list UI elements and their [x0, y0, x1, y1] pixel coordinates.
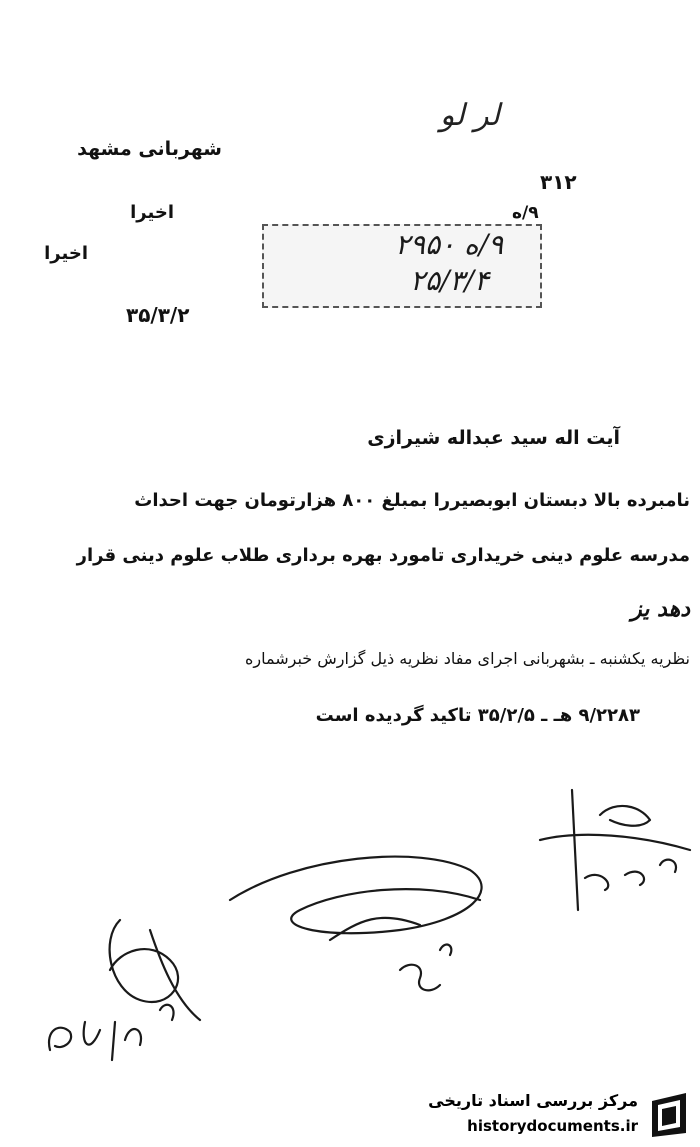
body-line-4: نظریه یکشنبه ـ بشهربانی اجرای مفاد نظریه ذیل گزارش خبرشماره: [244, 649, 690, 668]
body-line-2: مدرسه علوم دینی خریداری تامورد بهره برداری طلاب علوم دینی قرار: [76, 545, 690, 566]
signature-right-date: [585, 860, 676, 890]
signature-small: [400, 945, 451, 991]
watermark-title: مرکز بررسی اسناد تاریخی: [428, 1091, 638, 1110]
priority-label: اخیرا: [130, 202, 174, 223]
signature-main: [230, 857, 482, 940]
watermark-url[interactable]: historydocuments.ir: [467, 1117, 638, 1135]
archive-watermark: [408, 1085, 700, 1147]
reference-code: ۹/ه: [512, 203, 539, 223]
signature-right-scribble: [540, 806, 690, 850]
department-heading: شهربانی مشهد: [77, 138, 222, 160]
subject-name: آیت اله سید عبداله شیرازی: [367, 427, 620, 449]
body-line-3: دهد یز: [631, 596, 690, 622]
document-number: ۳۱۲: [540, 170, 577, 194]
body-line-5: ۹/۲۲۸۳ هـ ـ ۳۵/۲/۵ تاکید گردیده است: [315, 705, 640, 726]
archive-logo-icon: [646, 1089, 692, 1141]
top-handwritten-mark: لر لو: [440, 98, 500, 133]
stamp-registry-number: ۹/ه ۲۹۵۰: [395, 228, 504, 261]
signature-loop: [110, 920, 200, 1020]
body-line-1: نامبرده بالا دبستان ابوبصیررا بمبلغ ۸۰۰ هزارتومان جهت احداث: [134, 490, 690, 511]
priority-label-secondary: اخیرا: [44, 243, 88, 264]
signature-right-stroke: [572, 790, 578, 910]
document-date: ۳۵/۳/۲: [126, 303, 190, 327]
handwritten-signatures: [0, 760, 700, 1080]
stamp-registry-date: ۲۵/۳/۴: [410, 264, 490, 297]
bottom-date-handwriting: [49, 1005, 174, 1060]
